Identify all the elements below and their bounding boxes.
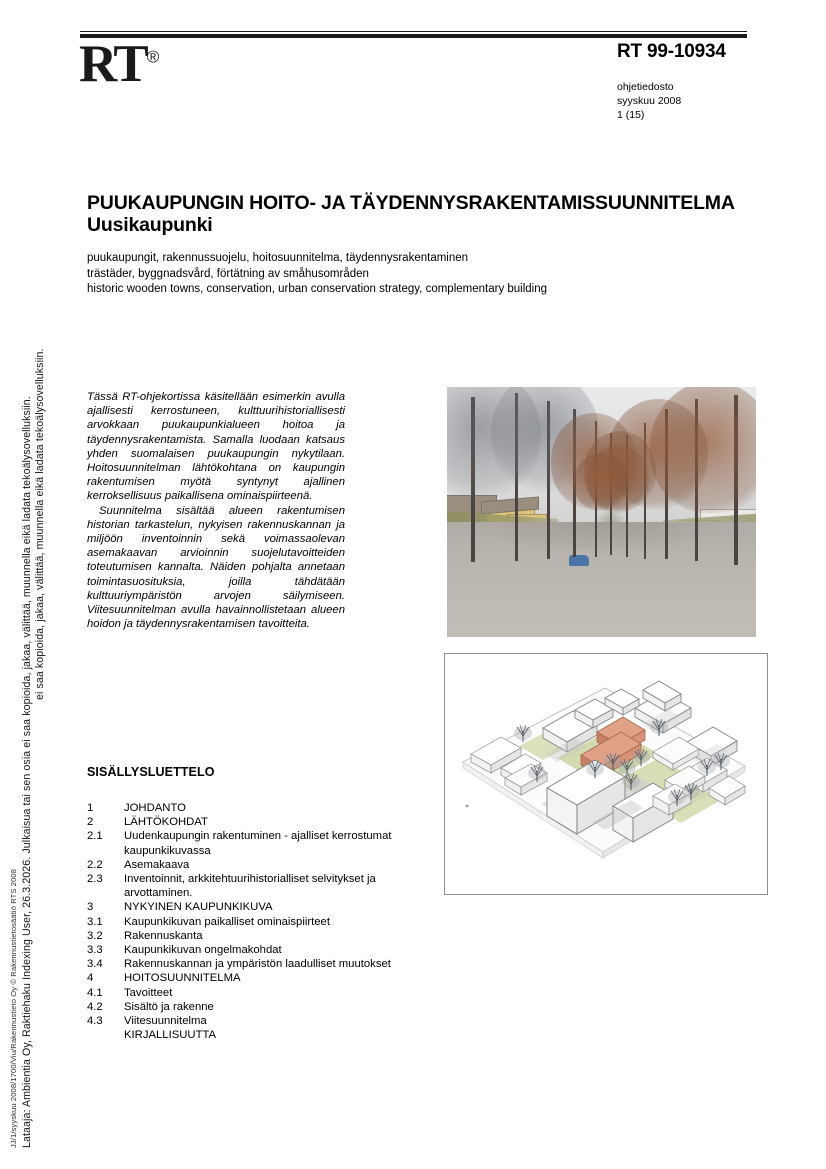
page-title: PUUKAUPUNGIN HOITO- JA TÄYDENNYSRAKENTAMISSUUNNITELMA: [87, 192, 735, 214]
toc-label: Tavoitteet: [124, 986, 173, 999]
document-meta: [617, 80, 681, 122]
toc-label: Uudenkaupungin rakentuminen - ajalliset kerrostumat kaupunkikuvassa: [124, 830, 392, 857]
toc-label: Sisältö ja rakenne: [124, 1000, 214, 1013]
toc-label: Rakennuskanta: [124, 929, 203, 942]
keywords-fi: puukaupungit, rakennussuojelu, hoitosuunnitelma, täydennysrakentaminen: [87, 252, 469, 264]
toc-item[interactable]: [87, 815, 417, 829]
toc-number: 1: [87, 802, 94, 814]
toc-heading: SISÄLLYSLUETTELO: [87, 765, 215, 779]
abstract-paragraph-1: Tässä RT-ohjekortissa käsitellään esimerkin avulla ajallisesti kerrostuneen, kulttuurihistoriallisesti arvokkaan puukaupunkialueen hoitoa ja täydennysrakentamista. Samalla luodaan katsaus yhden suomalaisen puukaupungin nykytilaan. Hoitosuunnitelman lähtökohtana on kaupungin rakentumisen myötä syntynyt ajallinen kerroksellisuus paikallisena ominaispiirteenä.: [87, 391, 345, 503]
toc-number: 3: [87, 901, 94, 914]
document-date: syyskuu 2008: [617, 95, 682, 107]
document-type: ohjetiedosto: [617, 81, 674, 93]
toc-item[interactable]: [87, 1028, 417, 1042]
toc-item[interactable]: [87, 801, 417, 815]
toc-label: LÄHTÖKOHDAT: [124, 816, 208, 829]
toc-number: 4: [87, 972, 94, 985]
toc-label: Rakennuskannan ja ympäristön laadulliset muutokset: [124, 958, 391, 971]
keywords-sv: trästäder, byggnadsvård, förtätning av småhusområden: [87, 267, 369, 280]
toc-label: HOITOSUUNNITELMA: [124, 972, 241, 985]
toc-number: 2.1: [87, 830, 103, 843]
page-number: 1 (15): [617, 109, 645, 121]
toc-item[interactable]: [87, 858, 417, 872]
toc-label: Kaupunkikuvan ongelmakohdat: [124, 944, 282, 957]
header-rule-thin: [80, 31, 747, 32]
toc-item[interactable]: [87, 929, 417, 943]
registered-trademark-icon: ®: [146, 47, 160, 67]
toc-label: NYKYINEN KAUPUNKIKUVA: [124, 901, 273, 914]
toc-item[interactable]: [87, 915, 417, 929]
photo-treeline: [447, 387, 756, 637]
toc-item[interactable]: [87, 1014, 417, 1028]
rt-logo-text: RT: [79, 35, 147, 93]
toc-label: Inventoinnit, arkkitehtuurihistorialliset selvitykset ja arvottaminen.: [124, 873, 376, 900]
abstract-paragraph-2: Suunnitelma sisältää alueen rakentumisen historian tarkastelun, nykyisen rakennuskannan ja miljöön inventoinnin sekä voimassaolevan asemakaavan arvioinnin suojelutavoitteiden toteutumisen kannalta. Näiden pohjalta annetaan toimintasuosituksia, joilla tähdätään kulttuuriympäristön arvojen säilymiseen. Viitesuunnitelman avulla havainnollistetaan alueen hoidon ja täydennysrakentamisen tavoitteita.: [87, 504, 345, 631]
side-note-downloader: Lataaja: Ambientia Oy, Raktiehaku Indexing User, 26.3.2026. Julkaisua tai sen osia ei saa kopioida, jakaa, välittää, muunnella eikä ladata tekoälysovelluksiin.: [21, 396, 33, 1148]
toc-number: 2.3: [87, 873, 103, 886]
toc-item[interactable]: [87, 900, 417, 914]
toc-item[interactable]: [87, 986, 417, 1000]
abstract-block: [87, 390, 345, 631]
toc-number: [87, 1028, 124, 1042]
document-code: RT 99-10934: [617, 41, 726, 62]
toc-item[interactable]: [87, 971, 417, 985]
photo-tree-canopy: [574, 453, 628, 511]
toc-number: 3.3: [87, 944, 103, 957]
toc-label: Asemakaava: [124, 858, 190, 871]
toc-number: 3.2: [87, 929, 103, 942]
toc-number: 2.2: [87, 858, 103, 871]
header-rule-thick: [80, 34, 747, 38]
street-photo: [447, 387, 756, 637]
toc-item[interactable]: [87, 957, 417, 971]
toc-label: KIRJALLISUUTTA: [124, 1029, 217, 1042]
page-subtitle: Uusikaupunki: [87, 214, 213, 236]
toc-number: 3.4: [87, 958, 103, 971]
toc-label: JOHDANTO: [124, 802, 186, 814]
table-of-contents: [87, 801, 417, 1042]
toc-number: 4.3: [87, 1015, 103, 1028]
keywords-en: historic wooden towns, conservation, urban conservation strategy, complementary building: [87, 283, 548, 295]
toc-number: 4.2: [87, 1000, 103, 1013]
toc-item[interactable]: [87, 829, 417, 857]
toc-item[interactable]: [87, 1000, 417, 1014]
keywords-block: [87, 251, 547, 298]
toc-number: 4.1: [87, 986, 103, 999]
side-note-imprint: JJ/1/syyskuu 2008/1700/Viu/Rakennustieto Oy © Rakennustietosäätiö RTS 2008: [9, 868, 18, 1148]
rt-logo: [79, 35, 160, 93]
toc-number: 3.1: [87, 915, 103, 928]
axonometric-drawing: [444, 653, 768, 895]
toc-item[interactable]: [87, 943, 417, 957]
axonometric-svg: [445, 654, 765, 892]
toc-label: Kaupunkikuvan paikalliset ominaispiirteet: [124, 915, 330, 928]
toc-label: Viitesuunnitelma: [124, 1015, 207, 1028]
toc-number: 2: [87, 816, 94, 829]
side-note-copyright: ei saa kopioida, jakaa, välittää, muunnella eikä ladata tekoälysovelluksiin.: [34, 348, 46, 700]
toc-item[interactable]: [87, 872, 417, 900]
